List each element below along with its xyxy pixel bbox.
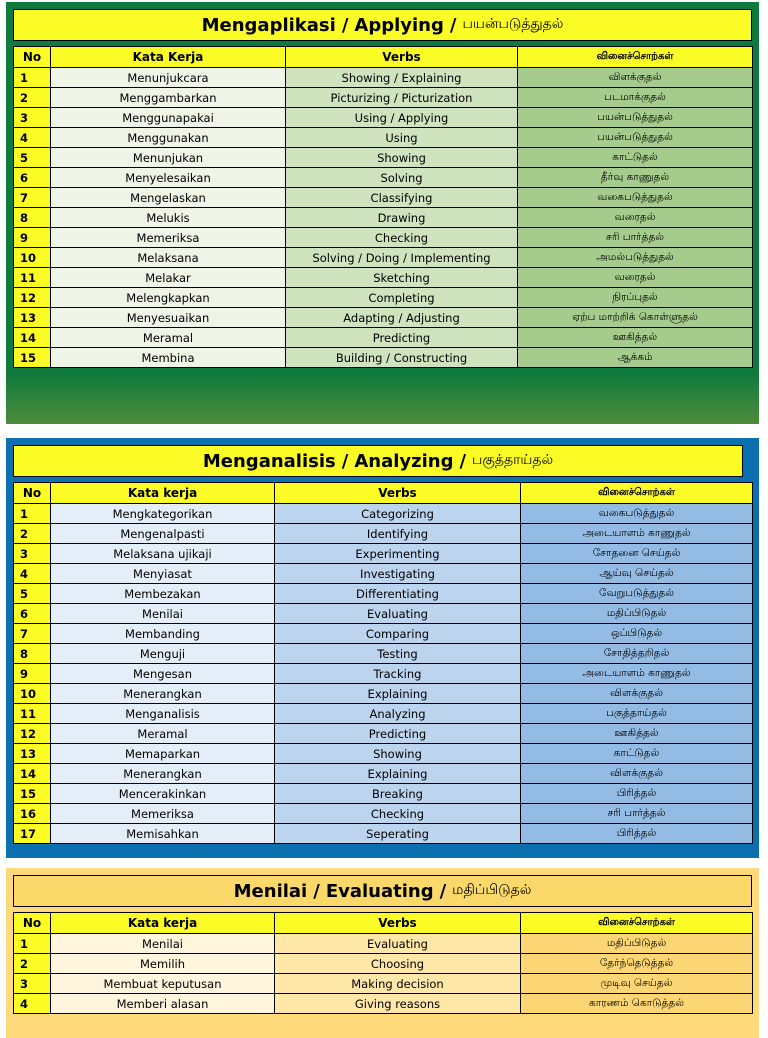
row-number: 8	[14, 208, 51, 228]
header-no: No	[14, 47, 51, 68]
malay-verb: Memeriksa	[51, 804, 275, 824]
english-verb: Showing / Explaining	[286, 68, 518, 88]
analyzing-section	[6, 438, 759, 858]
malay-verb: Memeriksa	[51, 228, 286, 248]
english-verb: Predicting	[286, 328, 518, 348]
tamil-verb: அமல்படுத்துதல்	[518, 248, 753, 268]
table-row	[14, 108, 753, 128]
table-row	[14, 128, 753, 148]
tamil-verb: விளக்குதல்	[518, 68, 753, 88]
malay-verb: Melaksana	[51, 248, 286, 268]
row-number: 11	[14, 704, 51, 724]
table-row	[14, 88, 753, 108]
malay-verb: Membanding	[51, 624, 275, 644]
table-row	[14, 684, 753, 704]
english-verb: Seperating	[275, 824, 521, 844]
row-number: 14	[14, 764, 51, 784]
english-verb: Sketching	[286, 268, 518, 288]
header-verbs: Verbs	[275, 913, 521, 934]
row-number: 1	[14, 934, 51, 954]
tamil-verb: முடிவு செய்தல்	[521, 974, 753, 994]
table-row	[14, 288, 753, 308]
table-row	[14, 994, 753, 1014]
english-verb: Investigating	[275, 564, 521, 584]
row-number: 14	[14, 328, 51, 348]
row-number: 4	[14, 994, 51, 1014]
row-number: 3	[14, 974, 51, 994]
table-row	[14, 328, 753, 348]
english-verb: Picturizing / Picturization	[286, 88, 518, 108]
header-no: No	[14, 913, 51, 934]
malay-verb: Membina	[51, 348, 286, 368]
tamil-verb: மதிப்பிடுதல்	[521, 934, 753, 954]
table-row	[14, 564, 753, 584]
tamil-verb: பிரித்தல்	[521, 784, 753, 804]
malay-verb: Memisahkan	[51, 824, 275, 844]
malay-verb: Menggambarkan	[51, 88, 286, 108]
table-row	[14, 168, 753, 188]
malay-verb: Menunjukan	[51, 148, 286, 168]
applying-section	[6, 2, 759, 424]
row-number: 5	[14, 584, 51, 604]
tamil-verb: வரைதல்	[518, 208, 753, 228]
english-verb: Building / Constructing	[286, 348, 518, 368]
title-english: Analyzing	[354, 450, 454, 472]
tamil-verb: மதிப்பிடுதல்	[521, 604, 753, 624]
malay-verb: Meramal	[51, 328, 286, 348]
malay-verb: Mengenalpasti	[51, 524, 275, 544]
malay-verb: Menyesuaikan	[51, 308, 286, 328]
english-verb: Predicting	[275, 724, 521, 744]
malay-verb: Menggunakan	[51, 128, 286, 148]
english-verb: Checking	[286, 228, 518, 248]
row-number: 13	[14, 308, 51, 328]
english-verb: Making decision	[275, 974, 521, 994]
english-verb: Experimenting	[275, 544, 521, 564]
row-number: 4	[14, 564, 51, 584]
row-number: 13	[14, 744, 51, 764]
english-verb: Evaluating	[275, 934, 521, 954]
tamil-verb: ஊகித்தல்	[521, 724, 753, 744]
table-row	[14, 504, 753, 524]
english-verb: Explaining	[275, 684, 521, 704]
table-row	[14, 624, 753, 644]
tamil-verb: வகைபடுத்துதல்	[521, 504, 753, 524]
table-row	[14, 148, 753, 168]
malay-verb: Melaksana ujikaji	[51, 544, 275, 564]
english-verb: Drawing	[286, 208, 518, 228]
table-row	[14, 188, 753, 208]
tamil-verb: வேறுபடுத்துதல்	[521, 584, 753, 604]
tamil-verb: காட்டுதல்	[518, 148, 753, 168]
row-number: 12	[14, 724, 51, 744]
table-row	[14, 228, 753, 248]
english-verb: Classifying	[286, 188, 518, 208]
english-verb: Showing	[286, 148, 518, 168]
section-title: Menilai / Evaluating / மதிப்பிடுதல்	[13, 875, 752, 907]
title-tamil: பயன்படுத்துதல்	[462, 16, 564, 32]
table-row	[14, 704, 753, 724]
row-number: 10	[14, 684, 51, 704]
header-verbs: Verbs	[286, 47, 518, 68]
title-english: Applying	[354, 14, 444, 36]
english-verb: Adapting / Adjusting	[286, 308, 518, 328]
malay-verb: Melengkapkan	[51, 288, 286, 308]
table-row	[14, 744, 753, 764]
row-number: 2	[14, 954, 51, 974]
table-row	[14, 268, 753, 288]
table-row	[14, 764, 753, 784]
tamil-verb: ஒப்பிடுதல்	[521, 624, 753, 644]
table-row	[14, 934, 753, 954]
malay-verb: Menerangkan	[51, 684, 275, 704]
tamil-verb: ஊகித்தல்	[518, 328, 753, 348]
table-row	[14, 208, 753, 228]
table-row	[14, 974, 753, 994]
verbs-table	[13, 482, 753, 844]
header-kata-kerja: Kata kerja	[51, 483, 275, 504]
row-number: 1	[14, 68, 51, 88]
row-number: 9	[14, 664, 51, 684]
tamil-verb: ஆக்கம்	[518, 348, 753, 368]
verbs-table	[13, 912, 753, 1014]
table-header	[14, 913, 753, 934]
row-number: 6	[14, 604, 51, 624]
tamil-verb: வரைதல்	[518, 268, 753, 288]
tamil-verb: விளக்குதல்	[521, 764, 753, 784]
table-row	[14, 724, 753, 744]
malay-verb: Mengkategorikan	[51, 504, 275, 524]
malay-verb: Memaparkan	[51, 744, 275, 764]
malay-verb: Melukis	[51, 208, 286, 228]
english-verb: Showing	[275, 744, 521, 764]
tamil-verb: பயன்படுத்துதல்	[518, 108, 753, 128]
row-number: 11	[14, 268, 51, 288]
tamil-verb: சோதித்தறிதல்	[521, 644, 753, 664]
row-number: 17	[14, 824, 51, 844]
malay-verb: Melakar	[51, 268, 286, 288]
tamil-verb: தேர்ந்தெடுத்தல்	[521, 954, 753, 974]
title-malay: Mengaplikasi	[201, 14, 336, 36]
tamil-verb: சோதனை செய்தல்	[521, 544, 753, 564]
malay-verb: Menganalisis	[51, 704, 275, 724]
table-row	[14, 348, 753, 368]
english-verb: Evaluating	[275, 604, 521, 624]
tamil-verb: காட்டுதல்	[521, 744, 753, 764]
table-row	[14, 248, 753, 268]
tamil-verb: விளக்குதல்	[521, 684, 753, 704]
table-row	[14, 308, 753, 328]
tamil-verb: அடையாளம் காணுதல்	[521, 664, 753, 684]
english-verb: Identifying	[275, 524, 521, 544]
tamil-verb: காரணம் கொடுத்தல்	[521, 994, 753, 1014]
row-number: 9	[14, 228, 51, 248]
table-row	[14, 68, 753, 88]
english-verb: Explaining	[275, 764, 521, 784]
tamil-verb: நிரப்புதல்	[518, 288, 753, 308]
row-number: 7	[14, 624, 51, 644]
tamil-verb: சரி பார்த்தல்	[518, 228, 753, 248]
english-verb: Differentiating	[275, 584, 521, 604]
tamil-verb: ஏற்ப மாற்றிக் கொள்ளுதல்	[518, 308, 753, 328]
tamil-verb: ஆய்வு செய்தல்	[521, 564, 753, 584]
english-verb: Solving / Doing / Implementing	[286, 248, 518, 268]
english-verb: Categorizing	[275, 504, 521, 524]
tamil-verb: அடையாளம் காணுதல்	[521, 524, 753, 544]
title-malay: Menilai	[233, 880, 308, 902]
malay-verb: Menilai	[51, 934, 275, 954]
row-number: 15	[14, 784, 51, 804]
tamil-verb: வகைபடுத்துதல்	[518, 188, 753, 208]
header-tamil: வினைச்சொற்கள்	[518, 47, 753, 68]
header-kata-kerja: Kata kerja	[51, 913, 275, 934]
malay-verb: Mencerakinkan	[51, 784, 275, 804]
malay-verb: Membuat keputusan	[51, 974, 275, 994]
row-number: 5	[14, 148, 51, 168]
row-number: 7	[14, 188, 51, 208]
english-verb: Tracking	[275, 664, 521, 684]
header-verbs: Verbs	[275, 483, 521, 504]
row-number: 2	[14, 524, 51, 544]
malay-verb: Menerangkan	[51, 764, 275, 784]
table-row	[14, 664, 753, 684]
header-kata-kerja: Kata Kerja	[51, 47, 286, 68]
header-no: No	[14, 483, 51, 504]
table-row	[14, 544, 753, 564]
english-verb: Analyzing	[275, 704, 521, 724]
malay-verb: Membezakan	[51, 584, 275, 604]
malay-verb: Menunjukcara	[51, 68, 286, 88]
malay-verb: Memberi alasan	[51, 994, 275, 1014]
tamil-verb: சரி பார்த்தல்	[521, 804, 753, 824]
english-verb: Checking	[275, 804, 521, 824]
header-tamil: வினைச்சொற்கள்	[521, 913, 753, 934]
table-row	[14, 784, 753, 804]
english-verb: Using / Applying	[286, 108, 518, 128]
row-number: 15	[14, 348, 51, 368]
table-row	[14, 524, 753, 544]
row-number: 10	[14, 248, 51, 268]
table-row	[14, 644, 753, 664]
row-number: 3	[14, 108, 51, 128]
table-header	[14, 483, 753, 504]
table-row	[14, 584, 753, 604]
english-verb: Using	[286, 128, 518, 148]
tamil-verb: பயன்படுத்துதல்	[518, 128, 753, 148]
row-number: 3	[14, 544, 51, 564]
malay-verb: Memilih	[51, 954, 275, 974]
english-verb: Testing	[275, 644, 521, 664]
title-malay: Menganalisis	[202, 450, 336, 472]
title-tamil: மதிப்பிடுதல்	[452, 882, 532, 898]
tamil-verb: பிரித்தல்	[521, 824, 753, 844]
table-row	[14, 954, 753, 974]
english-verb: Breaking	[275, 784, 521, 804]
title-english: Evaluating	[325, 880, 434, 902]
malay-verb: Mengelaskan	[51, 188, 286, 208]
row-number: 4	[14, 128, 51, 148]
evaluating-section	[6, 868, 759, 1038]
malay-verb: Menyiasat	[51, 564, 275, 584]
row-number: 6	[14, 168, 51, 188]
row-number: 8	[14, 644, 51, 664]
english-verb: Comparing	[275, 624, 521, 644]
table-row	[14, 804, 753, 824]
tamil-verb: படமாக்குதல்	[518, 88, 753, 108]
malay-verb: Menilai	[51, 604, 275, 624]
table-row	[14, 604, 753, 624]
row-number: 12	[14, 288, 51, 308]
title-tamil: பகுத்தாய்தல்	[472, 452, 554, 468]
section-title: Menganalisis / Analyzing / பகுத்தாய்தல்	[13, 445, 743, 477]
table-header	[14, 47, 753, 68]
row-number: 1	[14, 504, 51, 524]
english-verb: Solving	[286, 168, 518, 188]
table-row	[14, 824, 753, 844]
english-verb: Giving reasons	[275, 994, 521, 1014]
verbs-table	[13, 46, 753, 368]
row-number: 16	[14, 804, 51, 824]
english-verb: Choosing	[275, 954, 521, 974]
malay-verb: Mengesan	[51, 664, 275, 684]
header-tamil: வினைச்சொற்கள்	[521, 483, 753, 504]
malay-verb: Menggunapakai	[51, 108, 286, 128]
section-title: Mengaplikasi / Applying / பயன்படுத்துதல்	[13, 9, 752, 41]
tamil-verb: பகுத்தாய்தல்	[521, 704, 753, 724]
malay-verb: Menguji	[51, 644, 275, 664]
row-number: 2	[14, 88, 51, 108]
tamil-verb: தீர்வு காணுதல்	[518, 168, 753, 188]
english-verb: Completing	[286, 288, 518, 308]
malay-verb: Meramal	[51, 724, 275, 744]
malay-verb: Menyelesaikan	[51, 168, 286, 188]
